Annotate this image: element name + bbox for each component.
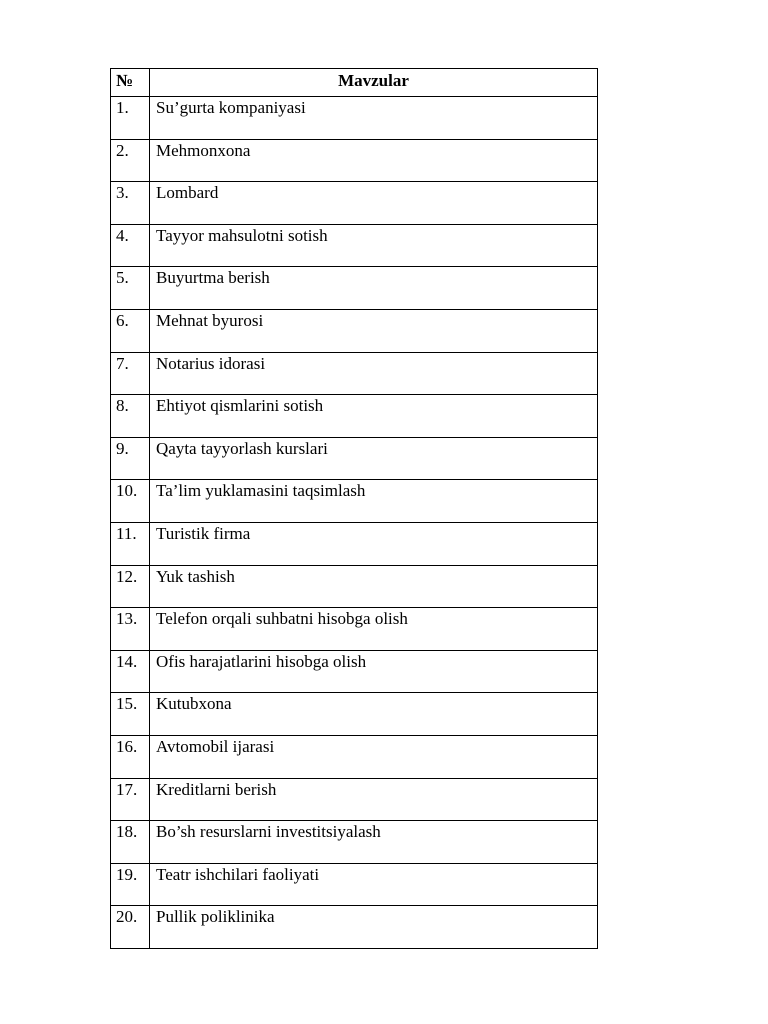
table-row (111, 650, 598, 693)
header-row (111, 69, 598, 97)
row-topic: Avtomobil ijarasi (150, 735, 598, 778)
row-number: 9. (111, 437, 150, 480)
table-row (111, 309, 598, 352)
table-row (111, 352, 598, 395)
row-topic: Lombard (150, 182, 598, 225)
table-row (111, 97, 598, 140)
table-row (111, 522, 598, 565)
table-row (111, 565, 598, 608)
row-number: 3. (111, 182, 150, 225)
row-topic: Mehmonxona (150, 139, 598, 182)
row-topic: Pullik poliklinika (150, 906, 598, 949)
row-number: 11. (111, 522, 150, 565)
row-number: 1. (111, 97, 150, 140)
row-number: 17. (111, 778, 150, 821)
row-topic: Turistik firma (150, 522, 598, 565)
row-number: 13. (111, 608, 150, 651)
row-number: 10. (111, 480, 150, 523)
table-row (111, 139, 598, 182)
row-topic: Ehtiyot qismlarini sotish (150, 395, 598, 438)
row-topic: Mehnat byurosi (150, 309, 598, 352)
row-number: 8. (111, 395, 150, 438)
row-topic: Teatr ishchilari faoliyati (150, 863, 598, 906)
header-topics: Mavzular (150, 69, 598, 97)
table-row (111, 863, 598, 906)
table-row (111, 608, 598, 651)
table-row (111, 182, 598, 225)
row-number: 4. (111, 224, 150, 267)
row-topic: Telefon orqali suhbatni hisobga olish (150, 608, 598, 651)
table-row (111, 480, 598, 523)
table-row (111, 437, 598, 480)
row-topic: Buyurtma berish (150, 267, 598, 310)
row-number: 20. (111, 906, 150, 949)
header-number: № (111, 69, 150, 97)
row-number: 19. (111, 863, 150, 906)
table-row (111, 267, 598, 310)
row-number: 12. (111, 565, 150, 608)
row-number: 15. (111, 693, 150, 736)
table-body (111, 97, 598, 949)
row-number: 18. (111, 821, 150, 864)
row-number: 5. (111, 267, 150, 310)
row-number: 6. (111, 309, 150, 352)
row-number: 16. (111, 735, 150, 778)
row-number: 14. (111, 650, 150, 693)
row-topic: Ta’lim yuklamasini taqsimlash (150, 480, 598, 523)
table-row (111, 735, 598, 778)
table-row (111, 821, 598, 864)
row-topic: Kutubxona (150, 693, 598, 736)
row-topic: Su’gurta kompaniyasi (150, 97, 598, 140)
table-row (111, 224, 598, 267)
table-row (111, 395, 598, 438)
row-number: 2. (111, 139, 150, 182)
row-topic: Qayta tayyorlash kurslari (150, 437, 598, 480)
row-topic: Yuk tashish (150, 565, 598, 608)
row-topic: Ofis harajatlarini hisobga olish (150, 650, 598, 693)
row-topic: Notarius idorasi (150, 352, 598, 395)
table-header (111, 69, 598, 97)
row-topic: Tayyor mahsulotni sotish (150, 224, 598, 267)
topics-table (110, 68, 598, 949)
row-number: 7. (111, 352, 150, 395)
row-topic: Kreditlarni berish (150, 778, 598, 821)
table-row (111, 693, 598, 736)
table-row (111, 906, 598, 949)
row-topic: Bo’sh resurslarni investitsiyalash (150, 821, 598, 864)
table-row (111, 778, 598, 821)
